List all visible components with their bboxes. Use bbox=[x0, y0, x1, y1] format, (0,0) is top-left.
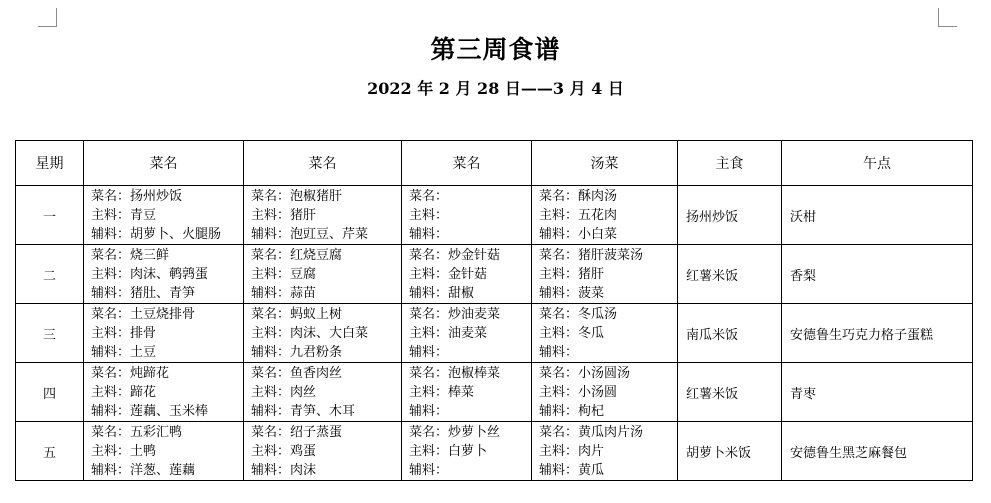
dish-name: 菜名：炒萝卜丝 bbox=[409, 424, 501, 440]
dish-name: 菜名：泡椒猪肝 bbox=[251, 188, 343, 204]
main-ingredient: 主料：肉沫、鹌鹑蛋 bbox=[91, 266, 209, 282]
dish-name: 菜名：五彩汇鸭 bbox=[91, 424, 183, 440]
weekday-cell: 三 bbox=[16, 304, 84, 363]
snack-cell: 沃柑 bbox=[782, 186, 973, 245]
weekday-cell: 五 bbox=[16, 422, 84, 481]
staple-cell: 南瓜米饭 bbox=[678, 304, 782, 363]
main-ingredient: 主料：豆腐 bbox=[251, 266, 317, 282]
side-ingredient: 辅料： bbox=[409, 344, 449, 360]
table-row bbox=[16, 304, 973, 363]
snack-cell: 安德鲁生黑芝麻餐包 bbox=[782, 422, 973, 481]
soup-cell bbox=[532, 245, 678, 304]
staple-cell: 红薯米饭 bbox=[678, 363, 782, 422]
dish-name: 菜名：炖蹄花 bbox=[91, 365, 170, 381]
dish-cell bbox=[84, 422, 244, 481]
header-dish-3: 菜名 bbox=[402, 141, 532, 186]
dish-name: 菜名：泡椒棒菜 bbox=[409, 365, 501, 381]
dish-name: 菜名：黄瓜肉片汤 bbox=[539, 424, 644, 440]
snack-cell: 香梨 bbox=[782, 245, 973, 304]
side-ingredient: 辅料： bbox=[409, 403, 449, 419]
soup-cell bbox=[532, 186, 678, 245]
page-corner-mark-left bbox=[38, 8, 57, 27]
main-ingredient: 主料：鸡蛋 bbox=[251, 443, 317, 459]
dish-name: 菜名：蚂蚁上树 bbox=[251, 306, 343, 322]
side-ingredient: 辅料：洋葱、莲藕 bbox=[91, 462, 196, 478]
side-ingredient: 辅料：九君粉条 bbox=[251, 344, 343, 360]
dish-cell bbox=[244, 245, 402, 304]
dish-cell bbox=[402, 186, 532, 245]
snack-cell: 安德鲁生巧克力格子蛋糕 bbox=[782, 304, 973, 363]
dish-cell bbox=[244, 422, 402, 481]
side-ingredient: 辅料：泡豇豆、芹菜 bbox=[251, 226, 369, 242]
page-corner-mark-right bbox=[938, 8, 957, 27]
staple-cell: 红薯米饭 bbox=[678, 245, 782, 304]
dish-name: 菜名：冬瓜汤 bbox=[539, 306, 618, 322]
side-ingredient: 辅料：黄瓜 bbox=[539, 462, 605, 478]
main-ingredient: 主料：白萝卜 bbox=[409, 443, 488, 459]
side-ingredient: 辅料：青笋、木耳 bbox=[251, 403, 356, 419]
main-ingredient: 主料：五花肉 bbox=[539, 207, 618, 223]
staple-cell: 扬州炒饭 bbox=[678, 186, 782, 245]
dish-cell bbox=[402, 363, 532, 422]
dish-name: 菜名：红烧豆腐 bbox=[251, 247, 343, 263]
dish-name: 菜名：绍子蒸蛋 bbox=[251, 424, 343, 440]
side-ingredient: 辅料：蒜苗 bbox=[251, 285, 317, 301]
table-header-row bbox=[16, 141, 973, 186]
soup-cell bbox=[532, 363, 678, 422]
main-ingredient: 主料：冬瓜 bbox=[539, 325, 605, 341]
dish-name: 菜名：烧三鲜 bbox=[91, 247, 170, 263]
dish-cell bbox=[84, 363, 244, 422]
dish-name: 菜名：土豆烧排骨 bbox=[91, 306, 196, 322]
side-ingredient: 辅料： bbox=[539, 344, 579, 360]
main-ingredient: 主料：肉片 bbox=[539, 443, 605, 459]
side-ingredient: 辅料：胡萝卜、火腿肠 bbox=[91, 226, 222, 242]
header-staple: 主食 bbox=[678, 141, 782, 186]
main-ingredient: 主料：肉丝 bbox=[251, 384, 317, 400]
side-ingredient: 辅料： bbox=[409, 226, 449, 242]
header-soup: 汤菜 bbox=[532, 141, 678, 186]
dish-name: 菜名：炒金针菇 bbox=[409, 247, 501, 263]
dish-cell bbox=[84, 186, 244, 245]
dish-name: 菜名：小汤圆汤 bbox=[539, 365, 631, 381]
dish-cell bbox=[402, 422, 532, 481]
header-weekday: 星期 bbox=[16, 141, 84, 186]
dish-cell bbox=[244, 363, 402, 422]
main-ingredient: 主料：棒菜 bbox=[409, 384, 475, 400]
dish-name: 菜名：猪肝菠菜汤 bbox=[539, 247, 644, 263]
main-ingredient: 主料：肉沫、大白菜 bbox=[251, 325, 369, 341]
page-title: 第三周食谱 bbox=[430, 35, 561, 64]
main-ingredient: 主料：金针菇 bbox=[409, 266, 488, 282]
dish-cell bbox=[402, 245, 532, 304]
dish-cell bbox=[402, 304, 532, 363]
side-ingredient: 辅料：莲藕、玉米棒 bbox=[91, 403, 209, 419]
header-snack: 午点 bbox=[782, 141, 973, 186]
side-ingredient: 辅料： bbox=[409, 462, 449, 478]
main-ingredient: 主料：猪肝 bbox=[251, 207, 317, 223]
dish-cell bbox=[84, 304, 244, 363]
main-ingredient: 主料：排骨 bbox=[91, 325, 157, 341]
main-ingredient: 主料： bbox=[409, 207, 449, 223]
main-ingredient: 主料：油麦菜 bbox=[409, 325, 488, 341]
weekday-cell: 二 bbox=[16, 245, 84, 304]
weekday-cell: 四 bbox=[16, 363, 84, 422]
staple-cell: 胡萝卜米饭 bbox=[678, 422, 782, 481]
dish-cell bbox=[244, 304, 402, 363]
main-ingredient: 主料：青豆 bbox=[91, 207, 157, 223]
dish-name: 菜名：鱼香肉丝 bbox=[251, 365, 343, 381]
dish-name: 菜名：扬州炒饭 bbox=[91, 188, 183, 204]
weekday-cell: 一 bbox=[16, 186, 84, 245]
weekly-menu-table bbox=[15, 140, 973, 481]
table-row bbox=[16, 245, 973, 304]
dish-name: 菜名：炒油麦菜 bbox=[409, 306, 501, 322]
main-ingredient: 主料：猪肝 bbox=[539, 266, 605, 282]
side-ingredient: 辅料：小白菜 bbox=[539, 226, 618, 242]
side-ingredient: 辅料：甜椒 bbox=[409, 285, 475, 301]
dish-cell bbox=[84, 245, 244, 304]
dish-name: 菜名：酥肉汤 bbox=[539, 188, 618, 204]
main-ingredient: 主料：土鸭 bbox=[91, 443, 157, 459]
side-ingredient: 辅料：土豆 bbox=[91, 344, 157, 360]
side-ingredient: 辅料：菠菜 bbox=[539, 285, 605, 301]
side-ingredient: 辅料：猪肚、青笋 bbox=[91, 285, 196, 301]
side-ingredient: 辅料：肉沫 bbox=[251, 462, 317, 478]
dish-name: 菜名： bbox=[409, 188, 449, 204]
soup-cell bbox=[532, 422, 678, 481]
table-row bbox=[16, 363, 973, 422]
snack-cell: 青枣 bbox=[782, 363, 973, 422]
dish-cell bbox=[244, 186, 402, 245]
soup-cell bbox=[532, 304, 678, 363]
main-ingredient: 主料：小汤圆 bbox=[539, 384, 618, 400]
main-ingredient: 主料：蹄花 bbox=[91, 384, 157, 400]
header-dish-2: 菜名 bbox=[244, 141, 402, 186]
table-row bbox=[16, 422, 973, 481]
table-row bbox=[16, 186, 973, 245]
date-range-subtitle: 2022 年 2 月 28 日——3 月 4 日 bbox=[367, 79, 624, 98]
header-dish-1: 菜名 bbox=[84, 141, 244, 186]
side-ingredient: 辅料：枸杞 bbox=[539, 403, 605, 419]
